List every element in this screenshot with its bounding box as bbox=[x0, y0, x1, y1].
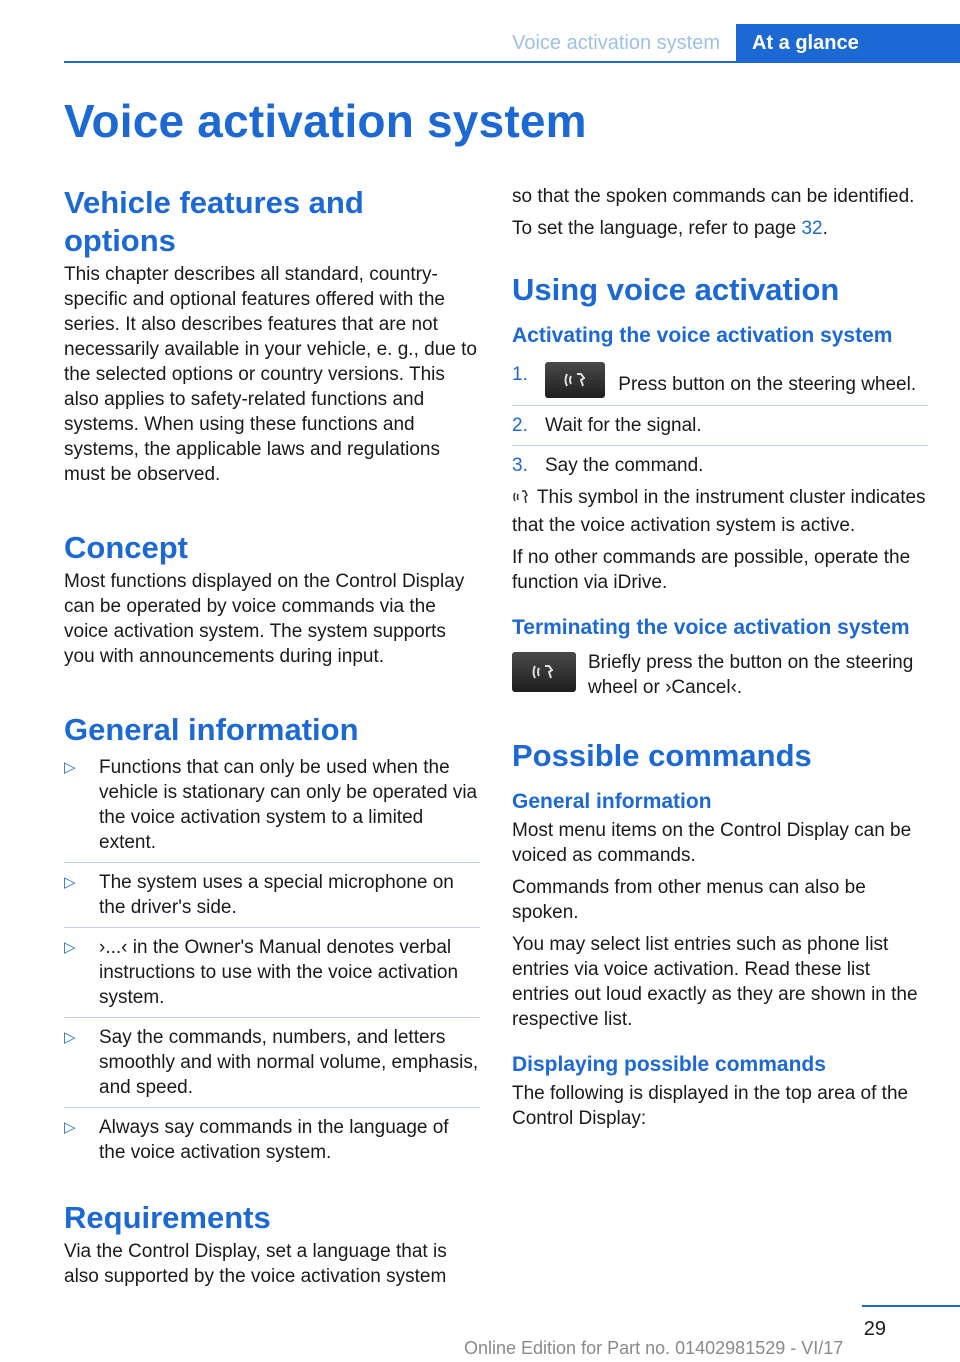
heading-vehicle-features: Vehicle features and options bbox=[64, 185, 364, 258]
concept-text: Most functions displayed on the Control Display can be operated by voice commands via the voice activation system. The system supports you with announcements during input. bbox=[64, 571, 465, 667]
set-language-text: To set the language, refer to page 32. bbox=[512, 218, 828, 239]
footer-rule bbox=[862, 1305, 960, 1307]
voice-button-icon bbox=[512, 652, 576, 692]
left-column bbox=[64, 184, 480, 1296]
symbol-text: This symbol in the instrument cluster indicates that the voice activation system is active. bbox=[512, 487, 926, 536]
heading-using-voice-activation: Using voice activation bbox=[512, 272, 840, 307]
divider bbox=[512, 445, 928, 446]
heading-requirements: Requirements bbox=[64, 1200, 271, 1235]
list-item: ▷ The system uses a special microphone on the driver's side. bbox=[64, 872, 454, 918]
vehicle-features-text: This chapter describes all standard, country-specific and optional features offered with the series. It also describes features that are not necessarily available in your vehicle, e. g., due to the selected options or country versions. This also applies to safety-related functions and systems. When using these functions and systems, the applicable laws and regulations must be observed. bbox=[64, 264, 477, 485]
heading-general-information: General information bbox=[64, 712, 359, 747]
voice-symbol-icon bbox=[512, 488, 532, 513]
requirements-continued-text: so that the spoken commands can be identified. bbox=[512, 186, 915, 207]
page-reference-link[interactable]: 32 bbox=[801, 218, 823, 239]
divider bbox=[512, 405, 928, 406]
divider bbox=[64, 862, 480, 863]
heading-possible-general-info: General information bbox=[512, 790, 712, 813]
header-rule bbox=[64, 61, 960, 63]
heading-concept: Concept bbox=[64, 530, 188, 565]
heading-terminating: Terminating the voice activation system bbox=[512, 616, 910, 639]
right-column bbox=[512, 184, 928, 1138]
heading-activating: Activating the voice activation system bbox=[512, 324, 893, 347]
possible-p4: The following is displayed in the top area of the Control Display: bbox=[512, 1083, 909, 1129]
page-title: Voice activation system bbox=[64, 95, 587, 147]
list-item: ▷ Say the commands, numbers, and letters smoothly and with normal volume, emphasis, and speed. bbox=[64, 1027, 479, 1098]
possible-p2: Commands from other menus can also be spoken. bbox=[512, 877, 866, 923]
voice-button-icon bbox=[545, 362, 605, 398]
divider bbox=[64, 1107, 480, 1108]
list-item: 1. Press button on the steering wheel. bbox=[512, 362, 928, 398]
header-chapter-tab: At a glance bbox=[736, 24, 960, 63]
header-section-title: Voice activation system bbox=[512, 32, 720, 54]
list-item: ▷ Functions that can only be used when the vehicle is stationary can only be operated via the voice activation system to a limited extent. bbox=[64, 757, 478, 853]
list-item: ▷ Always say commands in the language of the voice activation system. bbox=[64, 1117, 449, 1163]
triangle-bullet-icon: ▷ bbox=[64, 939, 76, 956]
list-item: 2. Wait for the signal. bbox=[512, 415, 702, 436]
list-item: ▷ ›...‹ in the Owner's Manual denotes verbal instructions to use with the voice activation system. bbox=[64, 937, 459, 1008]
no-other-commands-text: If no other commands are possible, operate the function via iDrive. bbox=[512, 547, 911, 593]
page-number: 29 bbox=[863, 1318, 886, 1340]
divider bbox=[64, 1017, 480, 1018]
triangle-bullet-icon: ▷ bbox=[64, 759, 76, 776]
general-info-list bbox=[64, 755, 480, 1165]
list-item: 3. Say the command. bbox=[512, 455, 704, 476]
divider bbox=[64, 927, 480, 928]
heading-displaying-commands: Displaying possible commands bbox=[512, 1053, 826, 1076]
heading-possible-commands: Possible commands bbox=[512, 738, 812, 773]
triangle-bullet-icon: ▷ bbox=[64, 874, 76, 891]
activation-steps bbox=[512, 362, 928, 478]
possible-p3: You may select list entries such as phone list entries via voice activation. Read these list entries out loud exactly as they are shown in the respective list. bbox=[512, 934, 918, 1030]
requirements-text: Via the Control Display, set a language that is also supported by the voice activation system bbox=[64, 1241, 447, 1287]
possible-p1: Most menu items on the Control Display can be voiced as commands. bbox=[512, 820, 912, 866]
triangle-bullet-icon: ▷ bbox=[64, 1029, 76, 1046]
terminating-block bbox=[512, 650, 928, 707]
footer-edition: Online Edition for Part no. 01402981529 - VI/17 bbox=[464, 1338, 844, 1358]
triangle-bullet-icon: ▷ bbox=[64, 1119, 76, 1136]
terminating-text: Briefly press the button on the steering wheel or ›Cancel‹. bbox=[588, 652, 914, 698]
